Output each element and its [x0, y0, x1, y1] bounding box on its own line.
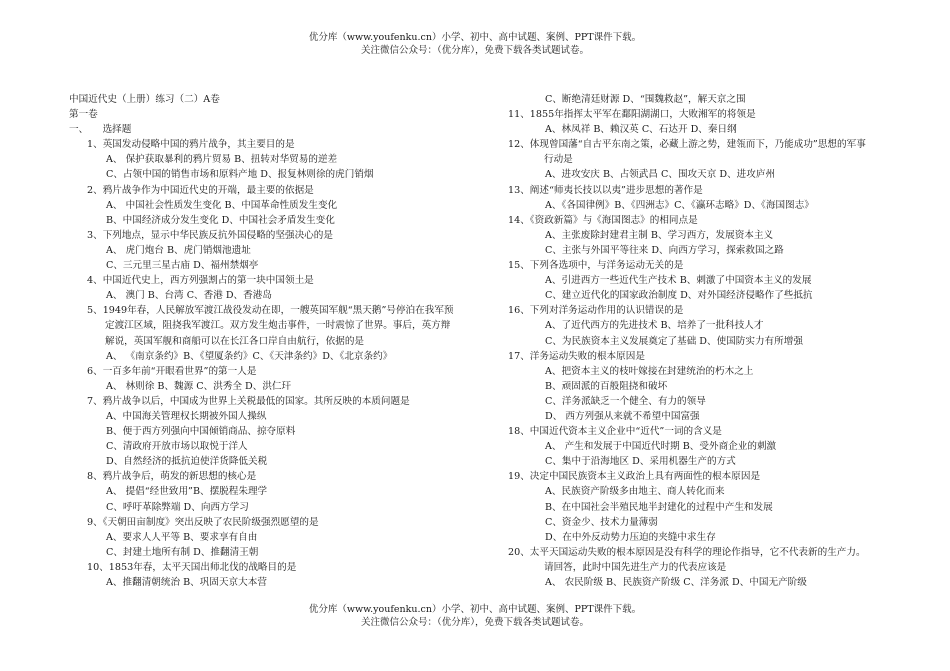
question-line: 18、中国近代资本主义企业中“近代”一词的含义是 [508, 426, 722, 438]
option-line: A、引进西方一些近代生产技术 B、刺激了中国资本主义的发展 [545, 275, 812, 287]
question-line: 9、《天朝田亩制度》突出反映了农民阶级强烈愿望的是 [87, 516, 319, 528]
question-line: 10、1853年春，太平天国出师北伐的战略目的是 [87, 561, 297, 573]
question-line: 17、洋务运动失败的根本原因是 [508, 350, 645, 362]
question-line: 4、中国近代史上，西方列强割占的第一块中国领土是 [87, 275, 314, 287]
option-line: A、主张废除封建君主制 B、学习西方，发展资本主义 [545, 229, 774, 241]
header-line-2: 关注微信公众号：（优分库），免费下载各类试题试卷。 [360, 45, 589, 56]
continuation-line: 定渡江区域，阻挠我军渡江。双方发生炮击事件，一时震惊了世界。事后，英方辩 [105, 320, 451, 332]
option-line: A、中国海关管理权长期被外国人操纵 [106, 410, 267, 422]
option-line: C、封建土地所有制 D、推翻清王朝 [106, 546, 259, 558]
option-line: A、 提倡“经世致用”B、摆脱程朱理学 [106, 486, 268, 498]
question-line: 20、太平天国运动失败的根本原因是没有科学的理论作指导，它不代表新的生产力。 [508, 546, 866, 558]
option-line: B、在中国社会半殖民地半封建化的过程中产生和发展 [545, 501, 773, 513]
question-line: 12、体现曾国藩“自古平东南之策，必藏上游之势，建瓴而下，乃能成功”思想的军事 [508, 139, 866, 151]
header-banner [0, 31, 950, 57]
option-line: A、林凤祥 B、赖汉英 C、石达开 D、秦日纲 [545, 124, 737, 136]
section-heading: 一、 选择题 [69, 124, 132, 136]
option-line: A、把资本主义的枝叶嫁接在封建统治的朽木之上 [545, 365, 754, 377]
option-line: A、 保护获取暴利的鸦片贸易 B、扭转对华贸易的逆差 [106, 154, 338, 166]
continuation-line: 解说，英国军舰和商船可以在长江各口岸自由航行，依据的是 [105, 335, 365, 347]
option-line: D、自然经济的抵抗迫使洋货降低关税 [106, 456, 268, 468]
option-line: B、顽固派的百般阻挠和破坏 [545, 380, 668, 392]
option-line: A、 中国社会性质发生变化 B、中国革命性质发生变化 [106, 199, 338, 211]
option-line: A、进攻安庆 B、占领武昌 C、围攻天京 D、进攻庐州 [545, 169, 776, 181]
question-line: 1、英国发动侵略中国的鸦片战争，其主要目的是 [87, 139, 295, 151]
option-line: D、 西方列强从来就不希望中国富强 [545, 410, 700, 422]
question-line: 13、阐述“师夷长技以以夷”进步思想的著作是 [508, 184, 703, 196]
option-line: B、便于西方列强向中国倾销商品、掠夺原料 [106, 426, 296, 438]
option-line: A、 虎门炮台 B、虎门销烟池遗址 [106, 244, 251, 256]
option-line: C、呼吁革除弊端 D、向西方学习 [106, 501, 249, 513]
question-line: 15、下列各选项中，与洋务运动无关的是 [508, 260, 684, 272]
option-line: A、 澳门 B、台湾 C、香港 D、香港岛 [106, 290, 272, 302]
option-line: C、洋务派缺乏一个健全、有力的领导 [545, 395, 706, 407]
option-line: C、占领中国的销售市场和原料产地 D、报复林则徐的虎门销烟 [106, 169, 374, 181]
option-line: A、要求人人平等 B、要求享有自由 [106, 531, 258, 543]
option-line: C、清政府开放市场以取悦于洋人 [106, 441, 248, 453]
option-line: A、 农民阶级 B、民族资产阶级 C、洋务派 D、中国无产阶级 [545, 577, 807, 588]
question-line: 2、鸦片战争作为中国近代史的开端，最主要的依据是 [87, 184, 314, 196]
question-line: 7、鸦片战争以后，中国成为世界上关税最低的国家。其所反映的本质问题是 [87, 395, 410, 407]
header-line-1: 优分库（www.youfenku.cn）小学、初中、高中试题、案例、PPT课件下载。 [308, 32, 642, 43]
continuation-line: 行动是 [544, 154, 573, 166]
footer-line-1: 优分库（www.youfenku.cn）小学、初中、高中试题、案例、PPT课件下载。 [308, 604, 642, 615]
question-line: 19、决定中国民族资本主义政治上具有两面性的根本原因是 [508, 471, 761, 483]
option-line: B、中国经济成分发生变化 D、中国社会矛盾发生变化 [106, 214, 335, 226]
option-line: C、建立近代化的国家政治制度 D、对外国经济侵略作了些抵抗 [545, 290, 813, 302]
footer-line-2: 关注微信公众号：（优分库），免费下载各类试题试卷。 [360, 617, 589, 628]
question-line: 16、下列对洋务运动作用的认识错误的是 [508, 305, 684, 317]
question-line: 14、《资政新篇》与《海国图志》的相同点是 [508, 214, 698, 226]
question-line: 3、下列地点，显示中华民族反抗外国侵略的坚强决心的是 [87, 229, 333, 241]
question-line: 11、1855年指挥太平军在鄱阳湖湖口，大败湘军的将领是 [508, 109, 756, 121]
option-line: C、为民族资本主义发展奠定了基础 D、使国防实力有所增强 [545, 335, 803, 347]
option-line: A、 产生和发展于中国近代时期 B、受外商企业的刺激 [545, 441, 777, 453]
option-line: A、民族资产阶级多由地主、商人转化而来 [545, 486, 725, 498]
footer-banner [0, 603, 950, 629]
left-column [69, 92, 487, 590]
option-line: D、在中外反动势力压迫的夹缝中求生存 [545, 531, 716, 543]
right-column [508, 92, 893, 590]
question-line: 5、1949年春，人民解放军渡江战役发动在即，一艘英国军舰“黑天鹅”号停泊在我军预 [87, 305, 454, 317]
question-line: 8、鸦片战争后，萌发的新思想的核心是 [87, 471, 257, 483]
option-line: A、《各国律例》B、《四洲志》C、《瀛环志略》D、《海国图志》 [545, 199, 814, 211]
option-line: C、三元里三星古庙 D、福州禁烟亭 [106, 260, 259, 272]
section-heading: 第一卷 [69, 109, 98, 121]
option-line: C、集中于沿海地区 D、采用机器生产的方式 [545, 456, 736, 468]
option-line: C、主张与外国平等往来 D、向西方学习，探索救国之路 [545, 244, 784, 256]
option-line: A、推翻清朝统治 B、巩固天京大本营 [106, 577, 267, 588]
continuation-line: 请回答，此时中国先进生产力的代表应该是 [544, 561, 727, 573]
option-line: A、了近代西方的先进技术 B、培养了一批科技人才 [545, 320, 764, 332]
option-line: A、 《南京条约》B、《望厦条约》C、《天津条约》D、《北京条约》 [106, 350, 393, 362]
option-line: A、 林则徐 B、魏源 C、洪秀全 D、洪仁玕 [106, 380, 292, 392]
question-line: 6、一百多年前“开眼看世界”的第一人是 [87, 365, 257, 377]
option-line: C、断绝清廷财源 D、“围魏救赵”，解天京之围 [545, 94, 746, 105]
option-line: C、资金少、技术力量薄弱 [545, 516, 658, 528]
section-heading: 中国近代史（上册）练习（二）A卷 [69, 94, 220, 105]
